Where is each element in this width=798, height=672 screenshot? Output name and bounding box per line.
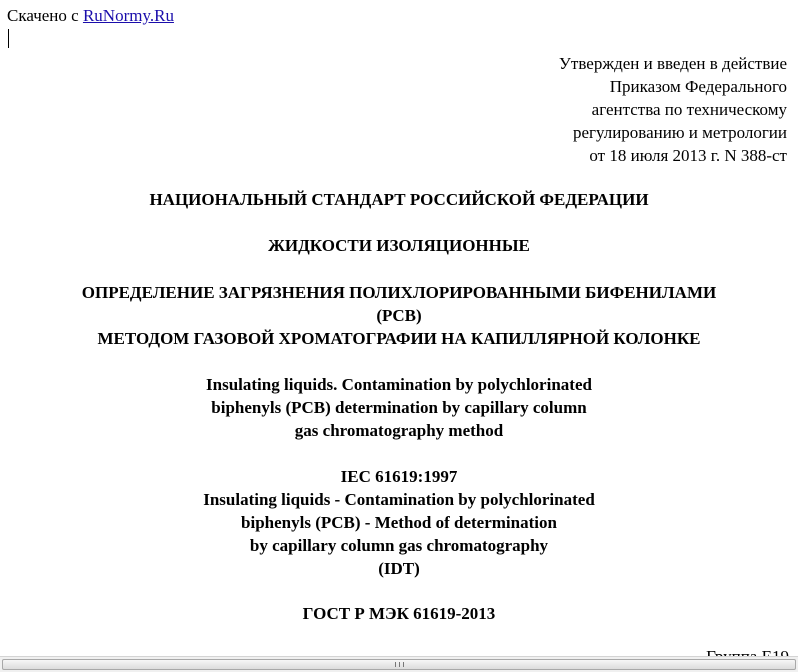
subject-heading: ЖИДКОСТИ ИЗОЛЯЦИОННЫЕ [268, 236, 530, 255]
standard-type-heading: НАЦИОНАЛЬНЫЙ СТАНДАРТ РОССИЙСКОЙ ФЕДЕРАЦИИ [149, 190, 649, 209]
iec-title-line: Insulating liquids - Contamination by polychlorinated [203, 490, 595, 509]
text-cursor [8, 29, 9, 48]
approval-line: Утвержден и введен в действие [558, 54, 787, 73]
method-title-line: ОПРЕДЕЛЕНИЕ ЗАГРЯЗНЕНИЯ ПОЛИХЛОРИРОВАННЫМИ БИФЕНИЛАМИ [81, 283, 717, 302]
iec-title-line: biphenyls (PCB) - Method of determination [241, 513, 557, 532]
approval-line: Приказом Федерального [609, 77, 787, 96]
english-title-block [0, 373, 798, 442]
approval-line: от 18 июля 2013 г. N 388-ст [589, 146, 787, 165]
approval-line: агентства по техническому [591, 100, 787, 119]
download-prefix: Скачено с [7, 6, 83, 25]
gost-code: ГОСТ Р МЭК 61619-2013 [302, 604, 496, 623]
iec-title-line: (IDT) [378, 559, 420, 578]
approval-line: регулированию и метрологии [572, 123, 787, 142]
english-title-line: gas chromatography method [294, 421, 504, 440]
download-source-line [7, 6, 174, 26]
english-title-line: Insulating liquids. Contamination by polychlorinated [206, 375, 592, 394]
approval-block [559, 52, 787, 167]
grip-icon [395, 662, 404, 667]
horizontal-scrollbar[interactable] [0, 656, 798, 672]
runormy-link[interactable]: RuNormy.Ru [82, 6, 174, 25]
method-title-line: МЕТОДОМ ГАЗОВОЙ ХРОМАТОГРАФИИ НА КАПИЛЛЯРНОЙ КОЛОНКЕ [97, 329, 701, 348]
method-title-block [0, 281, 798, 350]
iec-title-line: by capillary column gas chromatography [249, 536, 549, 555]
iec-block [0, 465, 798, 580]
scrollbar-thumb[interactable] [2, 659, 796, 670]
english-title-line: biphenyls (PCB) determination by capillary column [211, 398, 587, 417]
method-title-line: (PCB) [376, 306, 422, 325]
iec-code: IEC 61619:1997 [340, 467, 458, 486]
